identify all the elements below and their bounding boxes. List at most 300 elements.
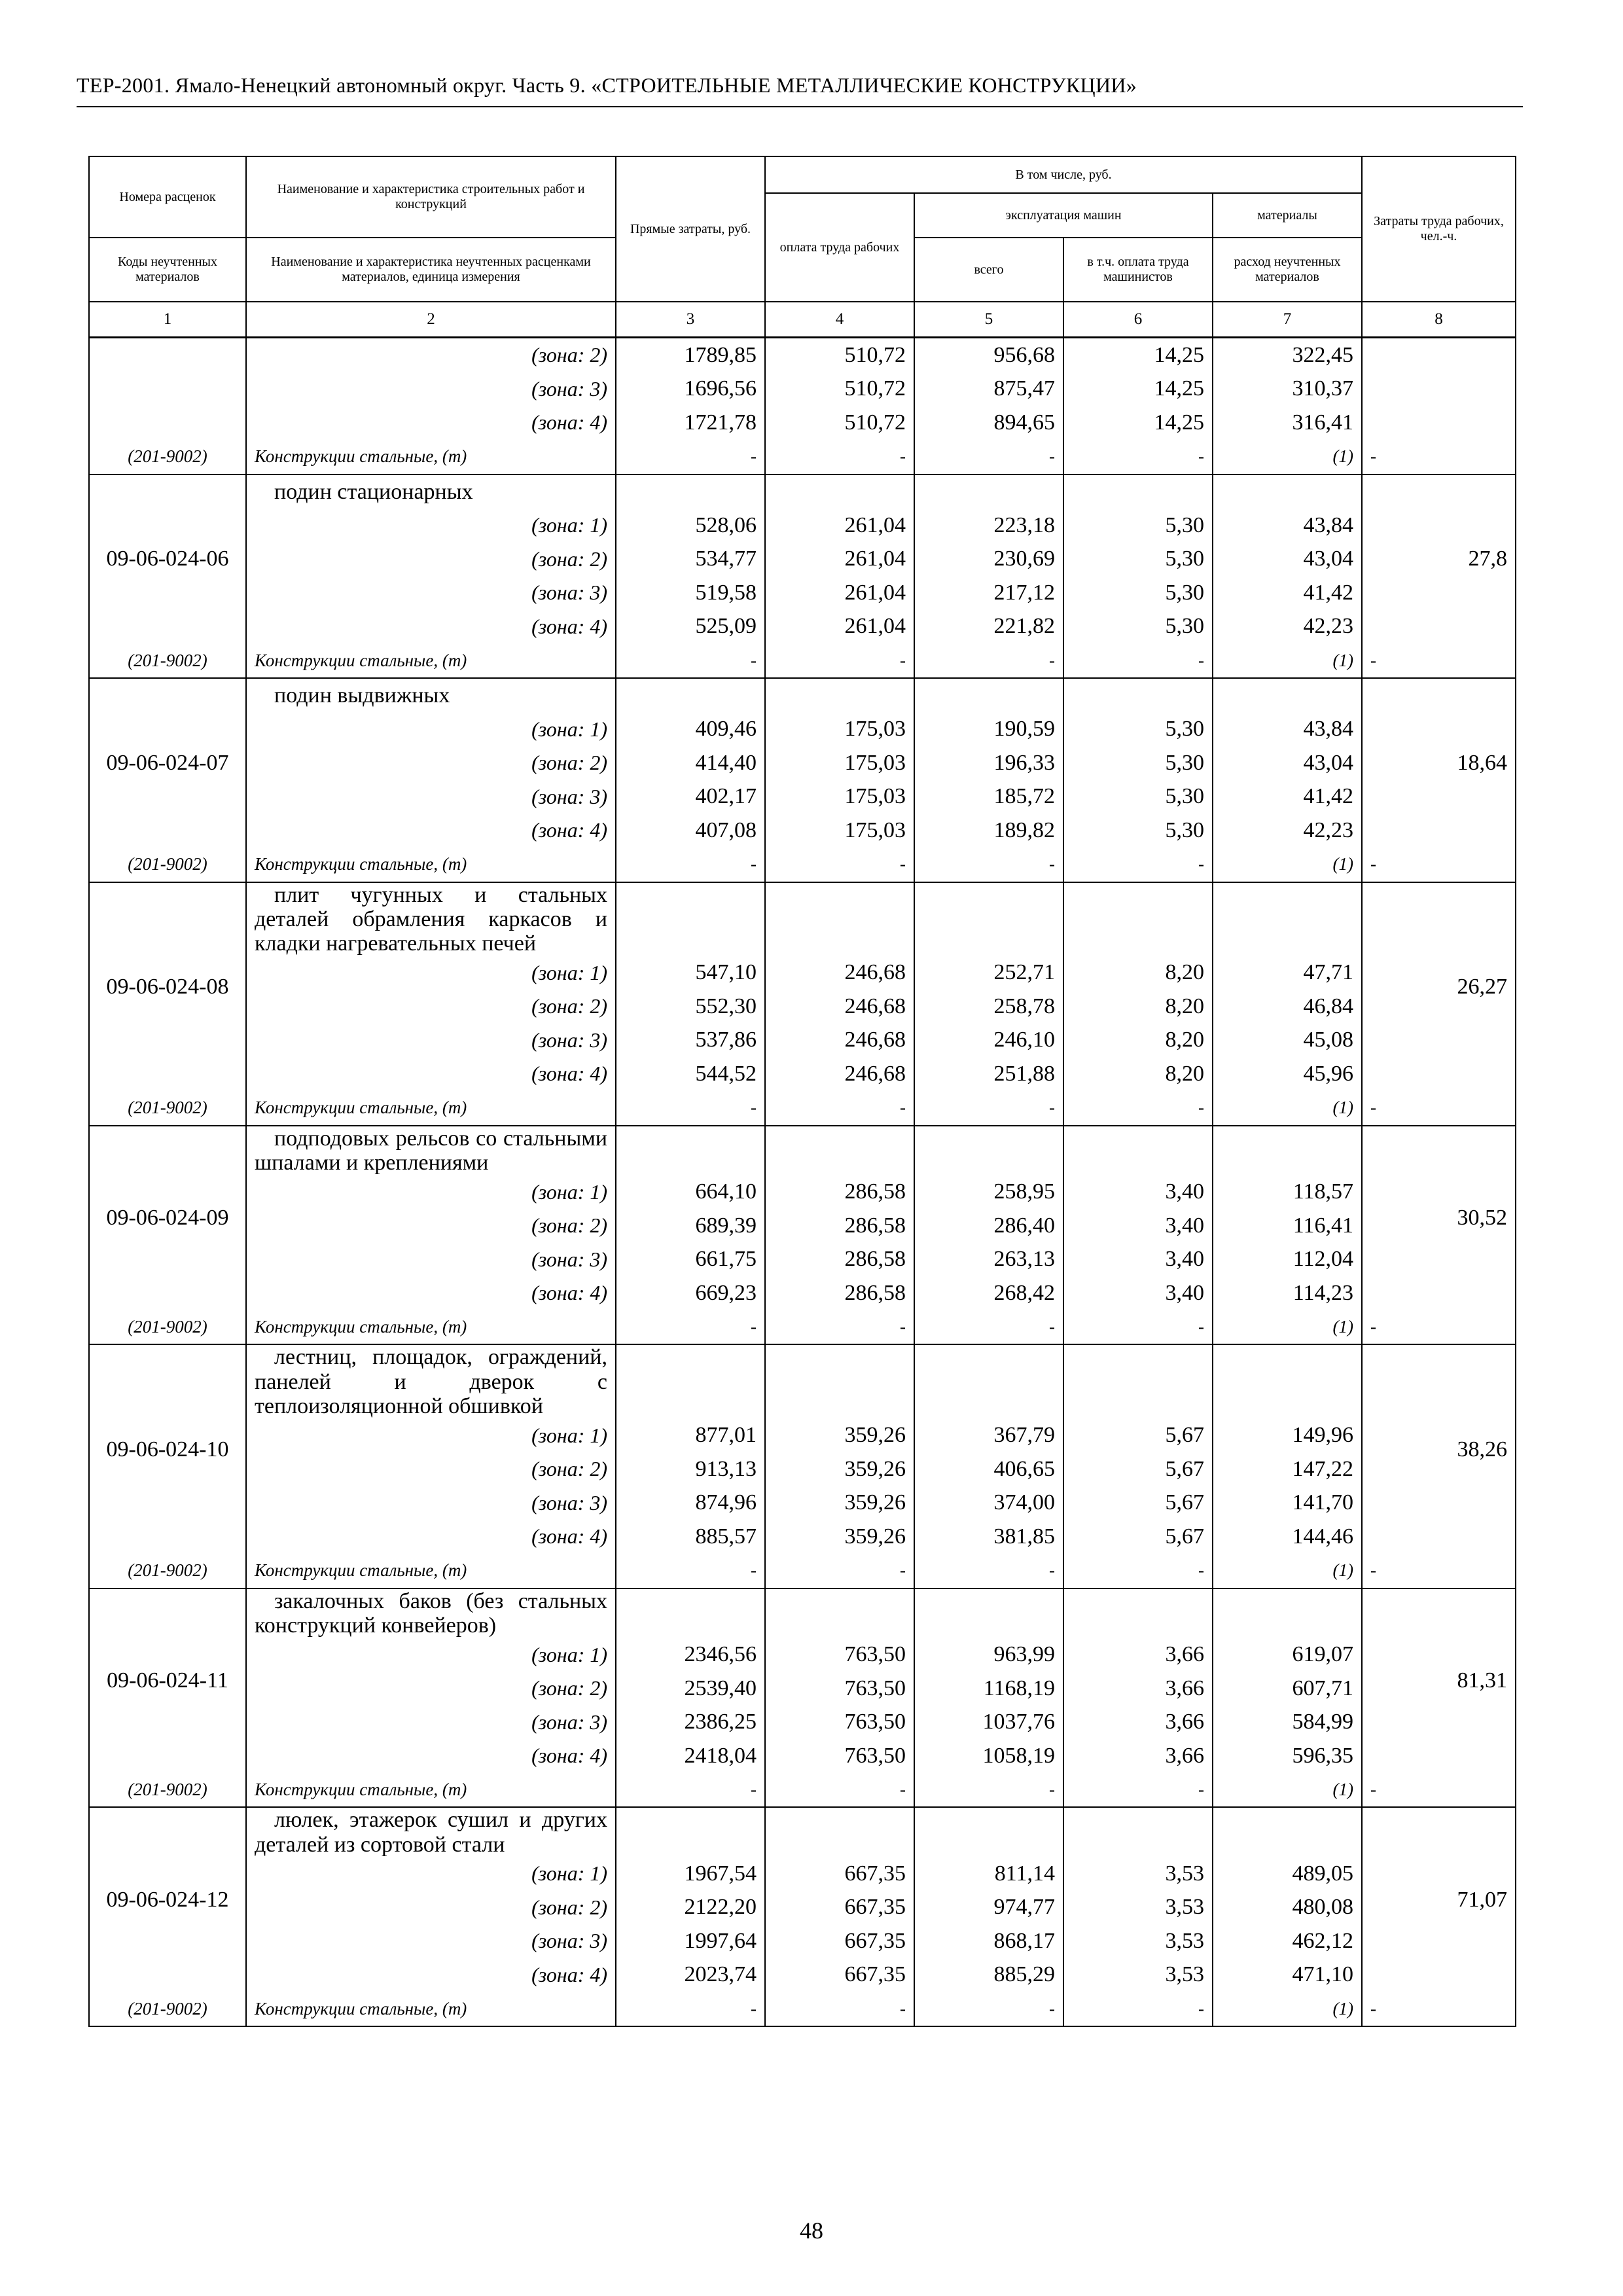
machines-total-value: 217,12: [914, 576, 1063, 610]
table-header: [89, 156, 1516, 338]
machines-total-value: 189,82: [914, 814, 1063, 848]
material-quantity: (1): [1213, 1310, 1362, 1344]
material-quantity: (1): [1213, 440, 1362, 475]
direct-costs-value: 537,86: [616, 1024, 765, 1058]
direct-costs-value: 874,96: [616, 1486, 765, 1520]
rate-code: 09-06-024-11: [89, 1588, 246, 1773]
labor-pay-value: -: [765, 1772, 914, 1807]
machines-total-value: 263,13: [914, 1242, 1063, 1276]
empty-cell: [765, 1588, 914, 1638]
machines-total-value: 223,18: [914, 509, 1063, 543]
empty-cell: [765, 1344, 914, 1418]
empty-cell: [765, 1807, 914, 1857]
direct-costs-value: 528,06: [616, 509, 765, 543]
machines-total-value: 956,68: [914, 338, 1063, 372]
empty-cell: [914, 1807, 1063, 1857]
material-row: [89, 1310, 1516, 1344]
column-number: 6: [1063, 302, 1213, 338]
header-rates-no: Номера расценок: [89, 156, 246, 238]
labor-pay-value: -: [765, 848, 914, 882]
machinists-pay-value: 3,53: [1063, 1958, 1213, 1992]
machines-total-value: 268,42: [914, 1276, 1063, 1310]
rate-code: 09-06-024-10: [89, 1344, 246, 1553]
direct-costs-value: -: [616, 1554, 765, 1588]
labor-pay-value: 359,26: [765, 1486, 914, 1520]
labor-pay-value: 175,03: [765, 746, 914, 780]
machinists-pay-value: 3,53: [1063, 1891, 1213, 1925]
zone-label: (зона: 1): [246, 1857, 616, 1891]
column-number: 8: [1362, 302, 1516, 338]
zone-label: (зона: 4): [246, 1276, 616, 1310]
empty-cell: [765, 475, 914, 509]
zone-row: [89, 543, 1516, 577]
material-code: (201-9002): [89, 1091, 246, 1126]
material-code: (201-9002): [89, 643, 246, 678]
zone-row: [89, 1276, 1516, 1310]
zone-label: (зона: 2): [246, 990, 616, 1024]
zone-label: (зона: 4): [246, 1739, 616, 1773]
direct-costs-value: -: [616, 1772, 765, 1807]
zone-label: (зона: 4): [246, 814, 616, 848]
machinists-pay-value: 5,67: [1063, 1486, 1213, 1520]
rate-description: плит чугунных и стальных деталей обрамления каркасов и кладки нагревательных печей: [246, 882, 616, 956]
zone-label: (зона: 1): [246, 1419, 616, 1453]
zone-row: [89, 1672, 1516, 1706]
machinists-pay-value: 8,20: [1063, 990, 1213, 1024]
zone-label: (зона: 3): [246, 1924, 616, 1958]
zone-label: (зона: 2): [246, 1452, 616, 1486]
zone-row: [89, 372, 1516, 406]
zone-label: (зона: 3): [246, 576, 616, 610]
machinists-pay-value: 5,67: [1063, 1520, 1213, 1554]
material-name: Конструкции стальные, (т): [246, 848, 616, 882]
machines-total-value: 367,79: [914, 1419, 1063, 1453]
rate-row: [89, 882, 1516, 956]
zone-label: (зона: 3): [246, 372, 616, 406]
materials-value: 144,46: [1213, 1520, 1362, 1554]
labor-costs-value: [1362, 338, 1516, 440]
header-machines: эксплуатация машин: [914, 193, 1213, 238]
material-code: (201-9002): [89, 440, 246, 475]
empty-cell: [1063, 1126, 1213, 1175]
machinists-pay-value: 14,25: [1063, 372, 1213, 406]
direct-costs-value: 407,08: [616, 814, 765, 848]
zone-row: [89, 509, 1516, 543]
zone-row: [89, 814, 1516, 848]
material-quantity: (1): [1213, 1091, 1362, 1126]
zone-row: [89, 1857, 1516, 1891]
labor-pay-value: -: [765, 440, 914, 475]
rate-row: [89, 475, 1516, 509]
labor-pay-value: 763,50: [765, 1638, 914, 1672]
rate-description: лестниц, площадок, ограждений, панелей и дверок с теплоизоляционной обшивкой: [246, 1344, 616, 1418]
labor-pay-value: 359,26: [765, 1419, 914, 1453]
materials-value: 480,08: [1213, 1891, 1362, 1925]
zone-label: (зона: 2): [246, 1209, 616, 1243]
direct-costs-value: 689,39: [616, 1209, 765, 1243]
material-quantity: (1): [1213, 1992, 1362, 2026]
running-header: ТЕР-2001. Ямало-Ненецкий автономный округ. Часть 9. «СТРОИТЕЛЬНЫЕ МЕТАЛЛИЧЕСКИЕ КОНСТРУКЦИИ»: [77, 73, 1137, 97]
zone-label: (зона: 2): [246, 1891, 616, 1925]
material-name: Конструкции стальные, (т): [246, 1992, 616, 2026]
direct-costs-value: 2386,25: [616, 1705, 765, 1739]
empty-cell: [765, 1126, 914, 1175]
direct-costs-value: 877,01: [616, 1419, 765, 1453]
empty-cell: [1213, 1807, 1362, 1857]
labor-pay-value: 510,72: [765, 338, 914, 372]
material-name: Конструкции стальные, (т): [246, 643, 616, 678]
zone-label: (зона: 2): [246, 1672, 616, 1706]
machinists-pay-value: -: [1063, 1310, 1213, 1344]
rate-description: подин стационарных: [246, 475, 616, 509]
labor-pay-value: 246,68: [765, 1024, 914, 1058]
zone-label: (зона: 3): [246, 1024, 616, 1058]
machinists-pay-value: -: [1063, 1091, 1213, 1126]
materials-value: 147,22: [1213, 1452, 1362, 1486]
labor-pay-value: 246,68: [765, 1057, 914, 1091]
machines-total-value: 1058,19: [914, 1739, 1063, 1773]
material-code: (201-9002): [89, 1992, 246, 2026]
header-rule: [77, 106, 1523, 107]
zone-row: [89, 746, 1516, 780]
materials-value: 607,71: [1213, 1672, 1362, 1706]
header-material-name: Наименование и характеристика неучтенных расценками материалов, единица измерения: [246, 238, 616, 302]
labor-costs-value: -: [1362, 1992, 1516, 2026]
machines-total-value: -: [914, 643, 1063, 678]
empty-cell: [1063, 678, 1213, 713]
machines-total-value: -: [914, 1091, 1063, 1126]
labor-pay-value: 246,68: [765, 990, 914, 1024]
labor-pay-value: 261,04: [765, 543, 914, 577]
material-row: [89, 1554, 1516, 1588]
column-number-row: [89, 302, 1516, 338]
materials-value: 42,23: [1213, 610, 1362, 644]
zone-row: [89, 956, 1516, 990]
empty-cell: [914, 678, 1063, 713]
labor-pay-value: -: [765, 1091, 914, 1126]
empty-cell: [616, 678, 765, 713]
zone-row: [89, 1419, 1516, 1453]
machines-total-value: 885,29: [914, 1958, 1063, 1992]
materials-value: 462,12: [1213, 1924, 1362, 1958]
materials-value: 47,71: [1213, 956, 1362, 990]
direct-costs-value: 669,23: [616, 1276, 765, 1310]
labor-pay-value: 175,03: [765, 814, 914, 848]
material-quantity: (1): [1213, 1554, 1362, 1588]
empty-cell: [914, 1126, 1063, 1175]
machines-total-value: -: [914, 440, 1063, 475]
zone-row: [89, 1242, 1516, 1276]
direct-costs-value: 534,77: [616, 543, 765, 577]
materials-value: 141,70: [1213, 1486, 1362, 1520]
direct-costs-value: -: [616, 848, 765, 882]
labor-pay-value: 667,35: [765, 1857, 914, 1891]
materials-value: 45,08: [1213, 1024, 1362, 1058]
zone-label: (зона: 4): [246, 1958, 616, 1992]
machinists-pay-value: -: [1063, 1772, 1213, 1807]
labor-pay-value: -: [765, 1310, 914, 1344]
machinists-pay-value: -: [1063, 1554, 1213, 1588]
labor-pay-value: 667,35: [765, 1924, 914, 1958]
direct-costs-value: 544,52: [616, 1057, 765, 1091]
machines-total-value: 196,33: [914, 746, 1063, 780]
machines-total-value: -: [914, 1992, 1063, 2026]
labor-costs-value: 30,52: [1362, 1126, 1516, 1310]
machinists-pay-value: 5,30: [1063, 610, 1213, 644]
materials-value: 118,57: [1213, 1175, 1362, 1209]
machinists-pay-value: 3,66: [1063, 1672, 1213, 1706]
header-materials: материалы: [1213, 193, 1362, 238]
direct-costs-value: -: [616, 1310, 765, 1344]
zone-row: [89, 1057, 1516, 1091]
machinists-pay-value: 8,20: [1063, 1024, 1213, 1058]
empty-cell: [914, 475, 1063, 509]
labor-pay-value: 763,50: [765, 1672, 914, 1706]
zone-row: [89, 338, 1516, 372]
empty-cell: [1213, 1588, 1362, 1638]
materials-value: 43,04: [1213, 543, 1362, 577]
materials-value: 596,35: [1213, 1739, 1362, 1773]
materials-value: 584,99: [1213, 1705, 1362, 1739]
zone-label: (зона: 1): [246, 956, 616, 990]
zone-row: [89, 1924, 1516, 1958]
zone-label: (зона: 4): [246, 1057, 616, 1091]
machines-total-value: 286,40: [914, 1209, 1063, 1243]
zone-row: [89, 1486, 1516, 1520]
material-name: Конструкции стальные, (т): [246, 1310, 616, 1344]
direct-costs-value: 1997,64: [616, 1924, 765, 1958]
material-quantity: (1): [1213, 848, 1362, 882]
header-material-codes: Коды неучтенных материалов: [89, 238, 246, 302]
empty-cell: [1213, 1126, 1362, 1175]
materials-value: 114,23: [1213, 1276, 1362, 1310]
labor-costs-value: -: [1362, 1772, 1516, 1807]
zone-label: (зона: 2): [246, 746, 616, 780]
zone-row: [89, 1024, 1516, 1058]
page-number: 48: [800, 2217, 823, 2244]
labor-pay-value: 286,58: [765, 1209, 914, 1243]
machines-total-value: 185,72: [914, 780, 1063, 814]
direct-costs-value: -: [616, 1992, 765, 2026]
materials-value: 112,04: [1213, 1242, 1362, 1276]
labor-costs-value: 71,07: [1362, 1807, 1516, 1992]
empty-cell: [616, 1807, 765, 1857]
machinists-pay-value: 3,66: [1063, 1739, 1213, 1773]
materials-value: 149,96: [1213, 1419, 1362, 1453]
empty-cell: [1213, 475, 1362, 509]
machines-total-value: -: [914, 1772, 1063, 1807]
direct-costs-value: 664,10: [616, 1175, 765, 1209]
direct-costs-value: 519,58: [616, 576, 765, 610]
direct-costs-value: 2418,04: [616, 1739, 765, 1773]
rate-description: закалочных баков (без стальных конструкций конвейеров): [246, 1588, 616, 1638]
labor-pay-value: -: [765, 1554, 914, 1588]
materials-value: 46,84: [1213, 990, 1362, 1024]
labor-pay-value: 359,26: [765, 1520, 914, 1554]
material-name: Конструкции стальные, (т): [246, 1091, 616, 1126]
machines-total-value: 875,47: [914, 372, 1063, 406]
empty-cell: [616, 1588, 765, 1638]
empty-cell: [1063, 1807, 1213, 1857]
empty-cell: [765, 882, 914, 956]
zone-label: (зона: 1): [246, 713, 616, 747]
machinists-pay-value: 5,67: [1063, 1452, 1213, 1486]
header-work-name: Наименование и характеристика строительных работ и конструкций: [246, 156, 616, 238]
direct-costs-value: -: [616, 1091, 765, 1126]
labor-pay-value: 359,26: [765, 1452, 914, 1486]
material-code: (201-9002): [89, 1772, 246, 1807]
rate-row: [89, 1126, 1516, 1175]
machinists-pay-value: 14,25: [1063, 338, 1213, 372]
labor-pay-value: 261,04: [765, 509, 914, 543]
materials-value: 45,96: [1213, 1057, 1362, 1091]
labor-costs-value: 26,27: [1362, 882, 1516, 1091]
materials-value: 322,45: [1213, 338, 1362, 372]
machinists-pay-value: -: [1063, 440, 1213, 475]
machines-total-value: 230,69: [914, 543, 1063, 577]
direct-costs-value: 1967,54: [616, 1857, 765, 1891]
labor-pay-value: 667,35: [765, 1891, 914, 1925]
labor-pay-value: 763,50: [765, 1705, 914, 1739]
direct-costs-value: -: [616, 440, 765, 475]
material-name: Конструкции стальные, (т): [246, 1554, 616, 1588]
machinists-pay-value: 3,40: [1063, 1242, 1213, 1276]
zone-row: [89, 1739, 1516, 1773]
header-materials-consumption: расход неучтенных материалов: [1213, 238, 1362, 302]
materials-value: 43,84: [1213, 509, 1362, 543]
machinists-pay-value: 3,66: [1063, 1705, 1213, 1739]
labor-pay-value: 667,35: [765, 1958, 914, 1992]
header-direct-costs: Прямые затраты, руб.: [616, 156, 765, 302]
zone-row: [89, 1891, 1516, 1925]
machinists-pay-value: 5,67: [1063, 1419, 1213, 1453]
rate-code: 09-06-024-09: [89, 1126, 246, 1310]
machinists-pay-value: 5,30: [1063, 746, 1213, 780]
machines-total-value: 374,00: [914, 1486, 1063, 1520]
zone-row: [89, 576, 1516, 610]
material-quantity: (1): [1213, 643, 1362, 678]
machines-total-value: -: [914, 1554, 1063, 1588]
empty-cell: [1213, 1344, 1362, 1418]
column-number: 5: [914, 302, 1063, 338]
empty-cell: [765, 678, 914, 713]
materials-value: 42,23: [1213, 814, 1362, 848]
rate-code: 09-06-024-07: [89, 678, 246, 848]
material-code: (201-9002): [89, 1554, 246, 1588]
empty-cell: [1063, 1588, 1213, 1638]
materials-value: 43,04: [1213, 746, 1362, 780]
direct-costs-value: 547,10: [616, 956, 765, 990]
zone-label: (зона: 3): [246, 1486, 616, 1520]
labor-pay-value: 286,58: [765, 1276, 914, 1310]
labor-costs-value: 81,31: [1362, 1588, 1516, 1773]
zone-label: (зона: 3): [246, 1705, 616, 1739]
machinists-pay-value: -: [1063, 1992, 1213, 2026]
table-body: [89, 338, 1516, 2027]
zone-row: [89, 610, 1516, 644]
zone-label: (зона: 1): [246, 1638, 616, 1672]
rate-code: 09-06-024-08: [89, 882, 246, 1091]
empty-cell: [914, 882, 1063, 956]
machines-total-value: 894,65: [914, 406, 1063, 440]
zone-label: (зона: 3): [246, 780, 616, 814]
labor-costs-value: -: [1362, 1554, 1516, 1588]
labor-pay-value: 763,50: [765, 1739, 914, 1773]
labor-pay-value: 246,68: [765, 956, 914, 990]
zone-row: [89, 1175, 1516, 1209]
rate-code: [89, 338, 246, 440]
direct-costs-value: 2023,74: [616, 1958, 765, 1992]
machinists-pay-value: 3,40: [1063, 1276, 1213, 1310]
zone-row: [89, 1452, 1516, 1486]
zone-label: (зона: 3): [246, 1242, 616, 1276]
material-row: [89, 1992, 1516, 2026]
labor-pay-value: -: [765, 1992, 914, 2026]
machinists-pay-value: 5,30: [1063, 713, 1213, 747]
direct-costs-value: 1789,85: [616, 338, 765, 372]
material-row: [89, 848, 1516, 882]
labor-costs-value: -: [1362, 440, 1516, 475]
direct-costs-value: 2346,56: [616, 1638, 765, 1672]
material-name: Конструкции стальные, (т): [246, 440, 616, 475]
direct-costs-value: 885,57: [616, 1520, 765, 1554]
zone-row: [89, 1958, 1516, 1992]
machinists-pay-value: 5,30: [1063, 576, 1213, 610]
labor-pay-value: 286,58: [765, 1242, 914, 1276]
rate-description: подин выдвижных: [246, 678, 616, 713]
rate-code: 09-06-024-12: [89, 1807, 246, 1992]
header-labor-costs: Затраты труда рабочих, чел.-ч.: [1362, 156, 1516, 302]
zone-label: (зона: 4): [246, 610, 616, 644]
empty-cell: [616, 1344, 765, 1418]
materials-value: 43,84: [1213, 713, 1362, 747]
labor-pay-value: 175,03: [765, 780, 914, 814]
material-name: Конструкции стальные, (т): [246, 1772, 616, 1807]
direct-costs-value: 2539,40: [616, 1672, 765, 1706]
materials-value: 116,41: [1213, 1209, 1362, 1243]
empty-cell: [616, 882, 765, 956]
empty-cell: [1213, 678, 1362, 713]
empty-cell: [1213, 882, 1362, 956]
material-code: (201-9002): [89, 1310, 246, 1344]
material-quantity: (1): [1213, 1772, 1362, 1807]
labor-costs-value: -: [1362, 643, 1516, 678]
column-number: 1: [89, 302, 246, 338]
machines-total-value: 258,95: [914, 1175, 1063, 1209]
header-machinists-pay: в т.ч. оплата труда машинистов: [1063, 238, 1213, 302]
rate-row: [89, 1344, 1516, 1418]
machines-total-value: 868,17: [914, 1924, 1063, 1958]
labor-pay-value: 510,72: [765, 372, 914, 406]
labor-costs-value: 27,8: [1362, 475, 1516, 644]
labor-costs-value: 38,26: [1362, 1344, 1516, 1553]
machinists-pay-value: 3,53: [1063, 1924, 1213, 1958]
machines-total-value: 251,88: [914, 1057, 1063, 1091]
rate-description: люлек, этажерок сушил и других деталей из сортовой стали: [246, 1807, 616, 1857]
zone-row: [89, 1520, 1516, 1554]
direct-costs-value: -: [616, 643, 765, 678]
zone-label: (зона: 2): [246, 543, 616, 577]
materials-value: 619,07: [1213, 1638, 1362, 1672]
machinists-pay-value: 3,66: [1063, 1638, 1213, 1672]
direct-costs-value: 913,13: [616, 1452, 765, 1486]
zone-row: [89, 713, 1516, 747]
direct-costs-value: 402,17: [616, 780, 765, 814]
column-number: 7: [1213, 302, 1362, 338]
rate-row: [89, 1588, 1516, 1638]
materials-value: 489,05: [1213, 1857, 1362, 1891]
labor-pay-value: 261,04: [765, 576, 914, 610]
